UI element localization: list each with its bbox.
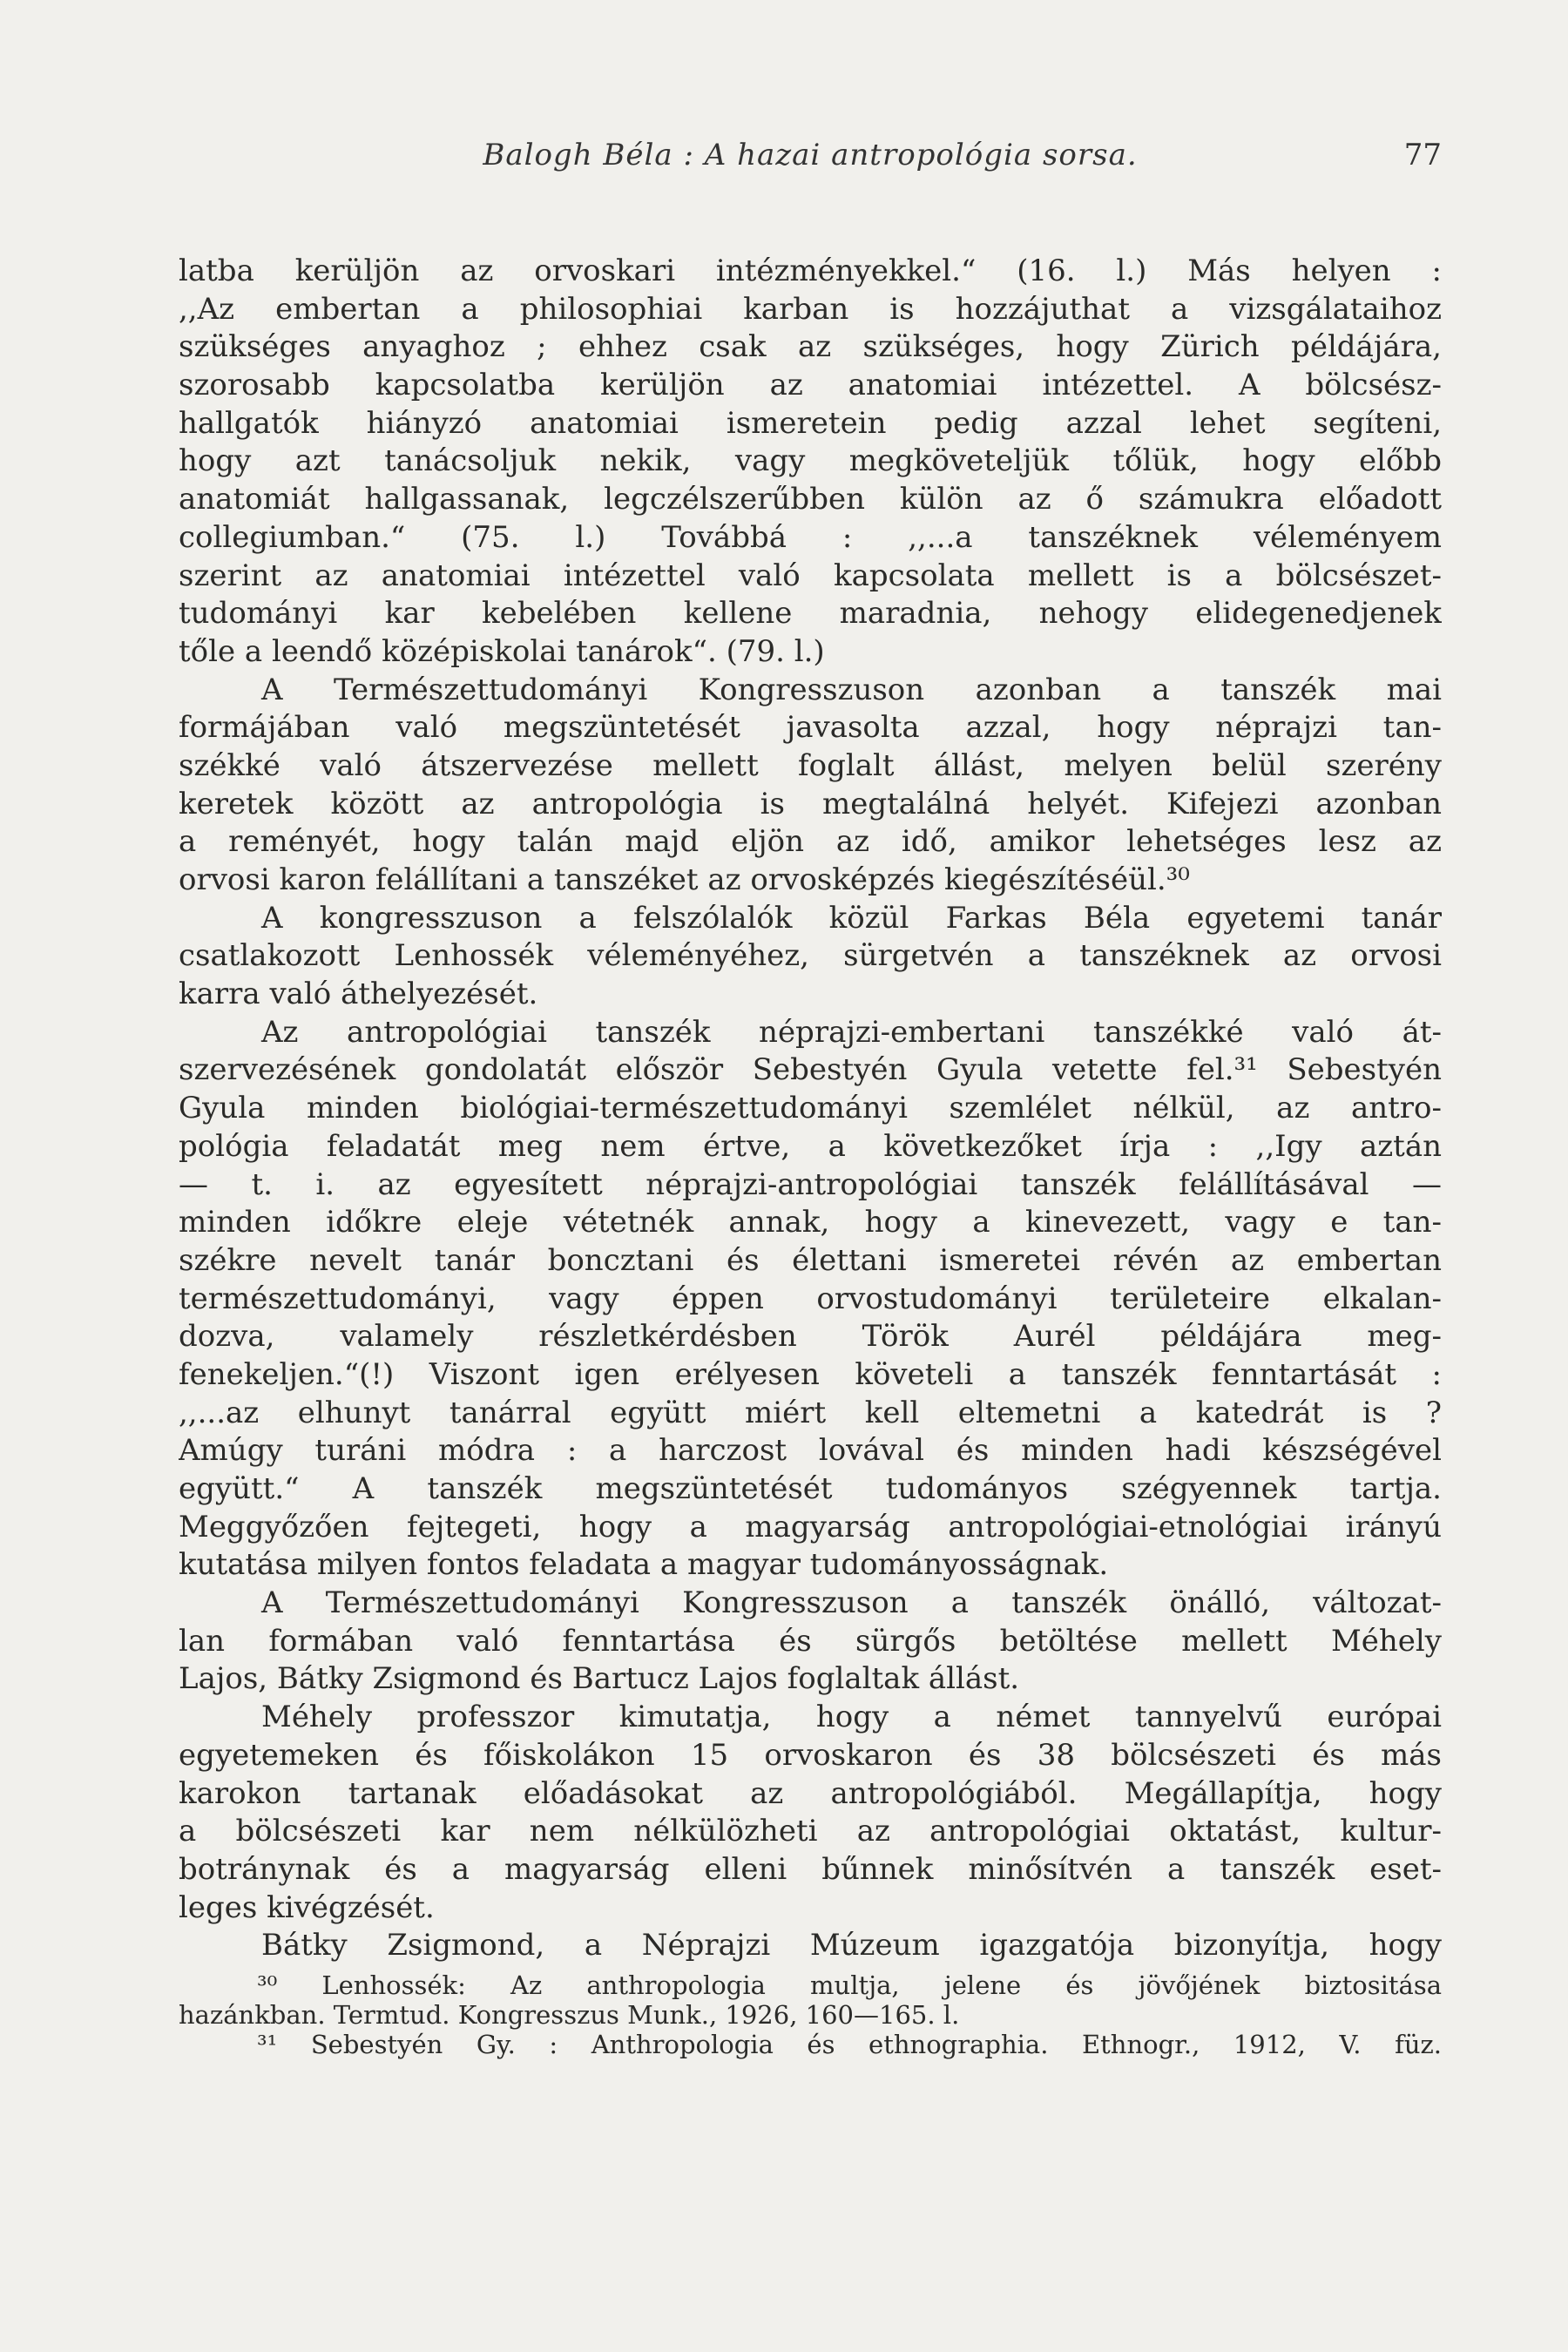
text-line: anatomiát hallgassanak, legczélszerűbben külön az ő számukra előadott: [179, 482, 1442, 517]
text-line: botránynak és a magyarság elleni bűnnek minősítvén a tanszék eset-: [179, 1851, 1442, 1887]
text-line: orvosi karon felállítani a tanszéket az orvosképzés kiegészítéséül.³⁰: [179, 862, 1190, 897]
text-line: Meggyőzően fejtegeti, hogy a magyarság antropológiai-etnológiai irányú: [179, 1509, 1442, 1544]
text-line: ,,Az embertan a philosophiai karban is hozzájuthat a vizsgálataihoz: [179, 291, 1442, 327]
text-line: szükséges anyaghoz ; ehhez csak az szükséges, hogy Zürich példájára,: [179, 329, 1442, 365]
text-line: székké való átszervezése mellett foglalt állást, melyen belül szerény: [179, 747, 1442, 783]
footnote-line: ³⁰ Lenhossék: Az anthropologia multja, jelene és jövőjének biztositása: [257, 1970, 1442, 2000]
text-line: lan formában való fenntartása és sürgős betöltése mellett Méhely: [179, 1623, 1442, 1659]
footnote-line: hazánkban. Termtud. Kongresszus Munk., 1926, 160—165. l.: [179, 2000, 960, 2030]
text-line: egyetemeken és főiskolákon 15 orvoskaron és 38 bölcsészeti és más: [179, 1737, 1442, 1773]
text-line: tőle a leendő középiskolai tanárok“. (79. l.): [179, 633, 825, 669]
text-line: Gyula minden biológiai-természettudományi szemlélet nélkül, az antro-: [179, 1091, 1442, 1126]
text-line: Amúgy turáni módra : a harczost lovával és minden hadi készségével: [179, 1433, 1442, 1469]
text-line: dozva, valamely részletkérdésben Török Aurél példájára meg-: [179, 1319, 1442, 1355]
text-line: ,,...az elhunyt tanárral együtt miért kell eltemetni a katedrát is ?: [179, 1395, 1442, 1430]
text-line: együtt.“ A tanszék megszüntetését tudományos szégyennek tartja.: [179, 1471, 1442, 1506]
text-line: latba kerüljön az orvoskari intézményekkel.“ (16. l.) Más helyen :: [179, 253, 1442, 288]
text-line: minden időkre eleje vétetnék annak, hogy a kinevezett, vagy e tan-: [179, 1205, 1442, 1240]
text-line: leges kivégzését.: [179, 1889, 435, 1925]
text-line: hallgatók hiányzó anatomiai ismeretein pedig azzal lehet segíteni,: [179, 405, 1442, 441]
text-line: — t. i. az egyesített néprajzi-antropológiai tanszék felállításával —: [179, 1166, 1442, 1202]
text-line: fenekeljen.“(!) Viszont igen erélyesen követeli a tanszék fenntartását :: [179, 1356, 1442, 1392]
text-line: szervezésének gondolatát először Sebestyén Gyula vetette fel.³¹ Sebestyén: [179, 1052, 1442, 1088]
text-line: pológia feladatát meg nem értve, a következőket írja : ,,Igy aztán: [179, 1128, 1442, 1164]
running-title: Balogh Béla : A hazai antropológia sorsa.: [483, 138, 1138, 172]
text-line: Bátky Zsigmond, a Néprajzi Múzeum igazgatója bizonyítja, hogy: [261, 1928, 1442, 1963]
text-line: A Természettudományi Kongresszuson azonban a tanszék mai: [261, 672, 1442, 707]
page-header: [179, 138, 1442, 181]
text-line: formájában való megszüntetését javasolta azzal, hogy néprajzi tan-: [179, 710, 1442, 746]
page-number: 77: [1403, 138, 1442, 172]
text-line: székre nevelt tanár boncztani és élettani ismeretei révén az embertan: [179, 1242, 1442, 1278]
text-line: A kongresszuson a felszólalók közül Farkas Béla egyetemi tanár: [261, 900, 1442, 936]
body-text: [179, 253, 1442, 1965]
text-line: a bölcsészeti kar nem nélkülözheti az antropológiai oktatást, kultur-: [179, 1814, 1442, 1849]
text-line: szerint az anatomiai intézettel való kapcsolata mellett is a bölcsészet-: [179, 558, 1442, 593]
text-line: Méhely professzor kimutatja, hogy a német tannyelvű európai: [261, 1700, 1442, 1735]
text-line: Lajos, Bátky Zsigmond és Bartucz Lajos foglaltak állást.: [179, 1661, 1020, 1697]
footnote-line: ³¹ Sebestyén Gy. : Anthropologia és ethnographia. Ethnogr., 1912, V. füz.: [257, 2030, 1442, 2059]
text-line: A Természettudományi Kongresszuson a tanszék önálló, változat-: [261, 1585, 1442, 1621]
text-line: kutatása milyen fontos feladata a magyar tudományosságnak.: [179, 1547, 1109, 1583]
text-line: keretek között az antropológia is megtalálná helyét. Kifejezi azonban: [179, 786, 1442, 821]
footnotes: [179, 1970, 1442, 2059]
text-line: collegiumban.“ (75. l.) Továbbá : ,,...a tanszéknek véleményem: [179, 519, 1442, 555]
text-line: a reményét, hogy talán majd eljön az idő, amikor lehetséges lesz az: [179, 824, 1442, 860]
text-line: természettudományi, vagy éppen orvostudományi területeire elkalan-: [179, 1281, 1442, 1316]
text-line: karokon tartanak előadásokat az antropológiából. Megállapítja, hogy: [179, 1775, 1442, 1811]
text-line: hogy azt tanácsoljuk nekik, vagy megköveteljük tőlük, hogy előbb: [179, 443, 1442, 479]
text-line: karra való áthelyezését.: [179, 977, 538, 1012]
text-line: szorosabb kapcsolatba kerüljön az anatomiai intézettel. A bölcsész-: [179, 368, 1442, 403]
text-line: csatlakozott Lenhossék véleményéhez, sürgetvén a tanszéknek az orvosi: [179, 938, 1442, 974]
text-line: tudományi kar kebelében kellene maradnia, nehogy elidegenedjenek: [179, 596, 1442, 632]
text-line: Az antropológiai tanszék néprajzi-embertani tanszékké való át-: [261, 1014, 1442, 1050]
